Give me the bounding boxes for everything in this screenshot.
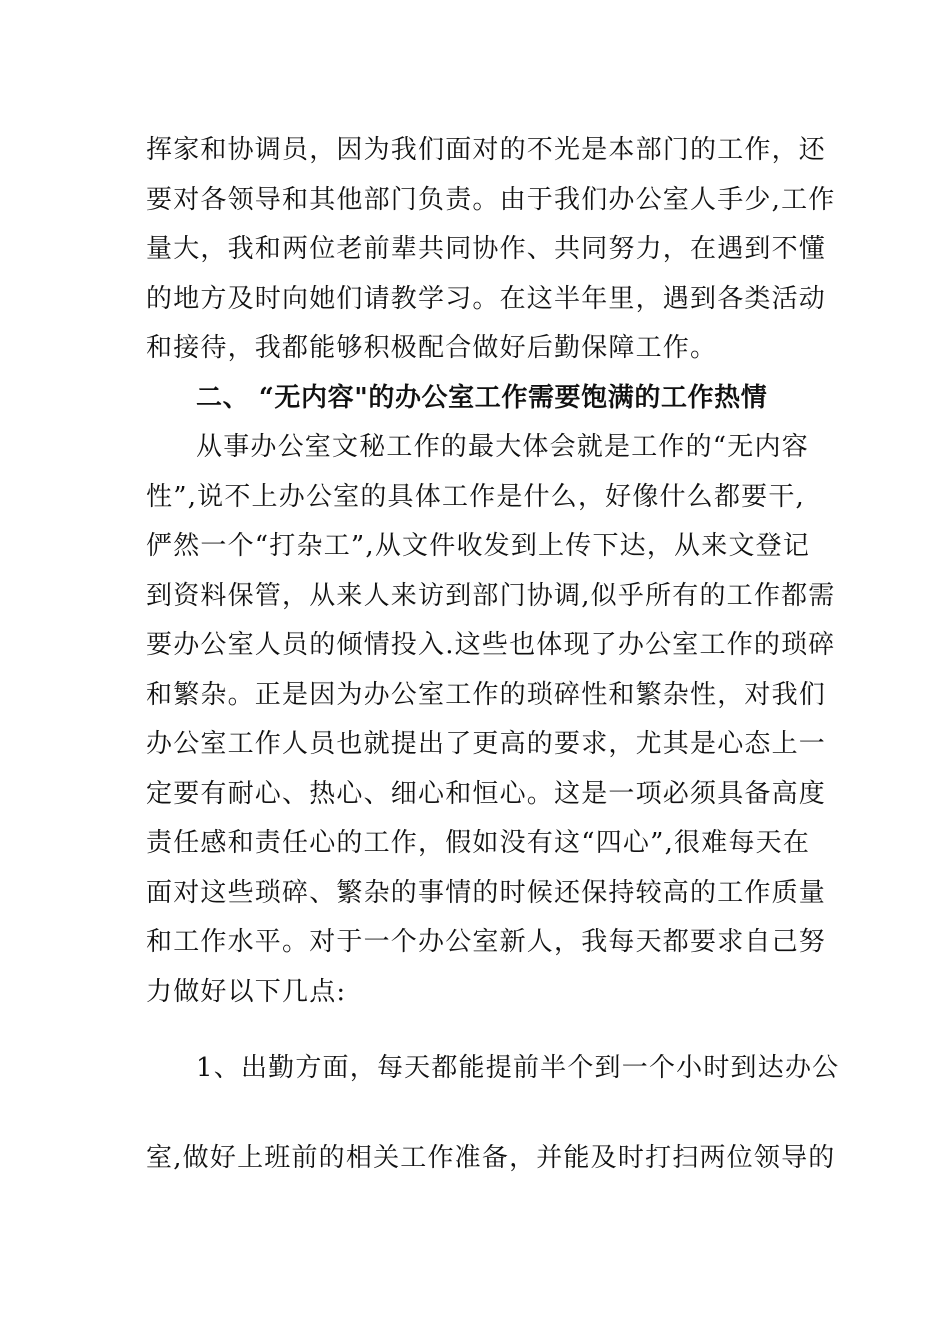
paragraph-line: 的地方及时向她们请教学习。在这半年里，遇到各类活动 xyxy=(146,284,827,314)
paragraph-line: 力做好以下几点: xyxy=(146,977,347,1007)
paragraph-line: 责任感和责任心的工作，假如没有这“四心”,很难每天在 xyxy=(146,828,811,858)
section-heading: 二、 “无内容"的办公室工作需要饱满的工作热情 xyxy=(196,383,768,413)
paragraph-line: 要办公室人员的倾情投入.这些也体现了办公室工作的琐碎 xyxy=(146,630,836,660)
paragraph-line: 和接待，我都能够积极配合做好后勤保障工作。 xyxy=(146,333,718,363)
paragraph-line: 和工作水平。对于一个办公室新人，我每天都要求自己努 xyxy=(146,927,827,957)
paragraph-line: 和繁杂。正是因为办公室工作的琐碎性和繁杂性，对我们 xyxy=(146,680,827,710)
paragraph-line: 俨然一个“打杂工”,从文件收发到上传下达，从来文登记 xyxy=(146,531,811,561)
list-item-line: 室,做好上班前的相关工作准备，并能及时打扫两位领导的 xyxy=(146,1143,836,1173)
list-item-line: 1、出勤方面，每天都能提前半个到一个小时到达办公 xyxy=(196,1053,840,1083)
paragraph-line: 办公室工作人员也就提出了更高的要求，尤其是心态上一 xyxy=(146,729,827,759)
paragraph-line: 从事办公室文秘工作的最大体会就是工作的“无内容 xyxy=(196,432,809,462)
paragraph-line: 到资料保管，从来人来访到部门协调,似乎所有的工作都需 xyxy=(146,581,836,611)
paragraph-line: 要对各领导和其他部门负责。由于我们办公室人手少,工作 xyxy=(146,185,836,215)
paragraph-line: 面对这些琐碎、繁杂的事情的时候还保持较高的工作质量 xyxy=(146,878,827,908)
paragraph-line: 定要有耐心、热心、细心和恒心。这是一项必须具备高度 xyxy=(146,779,827,809)
paragraph-line: 挥家和协调员，因为我们面对的不光是本部门的工作，还 xyxy=(146,135,827,165)
paragraph-line: 性”,说不上办公室的具体工作是什么，好像什么都要干, xyxy=(146,482,806,512)
paragraph-line: 量大，我和两位老前辈共同协作、共同努力，在遇到不懂 xyxy=(146,234,827,264)
